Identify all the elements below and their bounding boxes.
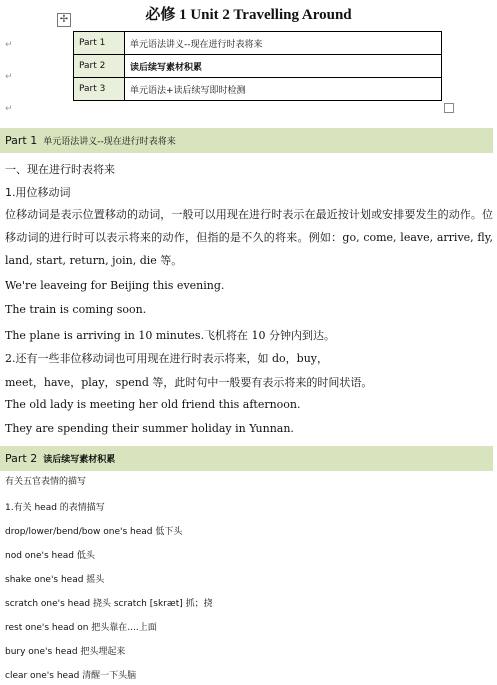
example-sentence: The train is coming soon.	[5, 303, 147, 316]
paragraph-mark: ↵	[5, 72, 13, 82]
toc-part-cell: Part 1	[74, 32, 125, 55]
subheading-2: 2.还有一些非位移动词也可用现在进行时表示将来，如 do，buy，	[5, 352, 328, 365]
toc-part-cell: Part 3	[74, 78, 125, 101]
section-label: Part 2	[5, 452, 38, 465]
section-text: 读后续写素材积累	[43, 455, 116, 465]
subheading-1: 1.用位移动词	[5, 186, 71, 199]
example-sentence: The old lady is meeting her old friend this afternoon.	[5, 398, 301, 411]
toc-part-cell: Part 2	[74, 55, 125, 78]
subheading-2-cont: meet，have，play，spend 等，此时句中一般要有表示将来的时间状语。	[5, 376, 373, 389]
intro-line: 有关五官表情的描写	[5, 477, 87, 487]
example-sentence: They are spending their summer holiday in Yunnan.	[5, 422, 294, 435]
paragraph-mark: ↵	[5, 40, 13, 50]
heading-1: 一、现在进行时表将来	[5, 163, 115, 176]
list-item: bury one's head 把头埋起来	[5, 647, 126, 657]
section-header-part1	[0, 128, 493, 153]
body-paragraph: 位移动词是表示位置移动的动词，一般可以用现在进行时表示在最近按计划或安排要发生的动作。位移动词的进行时可以表示将来的动作，但指的是不久的将来。例如：go, come, leave, arrive, fly, land, start, return, join, die 等。	[5, 208, 493, 267]
list-item: drop/lower/bend/bow one's head 低下头	[5, 527, 183, 537]
paragraph-mark: ↵	[5, 104, 13, 114]
list-item: shake one's head 摇头	[5, 575, 105, 585]
list-item: rest one's head on 把头靠在....上面	[5, 623, 157, 633]
section-header-part2	[0, 446, 493, 471]
document-title: 必修 1 Unit 2 Travelling Around	[145, 7, 352, 23]
toc-desc-cell: 读后续写素材积累	[125, 55, 442, 78]
list-item: scratch one's head 挠头 scratch [skræt] 抓；挠	[5, 599, 213, 609]
list-item: nod one's head 低头	[5, 551, 95, 561]
toc-desc-cell: 单元语法+读后续写即时检测	[125, 78, 442, 101]
table-row	[74, 32, 442, 55]
table-move-handle[interactable]: ✢	[57, 13, 71, 27]
section-text: 单元语法讲义--现在进行时表将来	[43, 137, 176, 147]
section-label: Part 1	[5, 134, 38, 147]
table-resize-handle[interactable]	[444, 103, 454, 113]
contents-table	[73, 31, 442, 101]
example-sentence: The plane is arriving in 10 minutes.飞机将在 10 分钟内到达。	[5, 329, 336, 342]
toc-desc-cell: 单元语法讲义--现在进行时表将来	[125, 32, 442, 55]
example-sentence: We're leaveing for Beijing this evening.	[5, 279, 225, 292]
table-row	[74, 78, 442, 101]
table-row	[74, 55, 442, 78]
list-item: clear one's head 清醒一下头脑	[5, 671, 137, 681]
subheading: 1.有关 head 的表情描写	[5, 503, 105, 513]
